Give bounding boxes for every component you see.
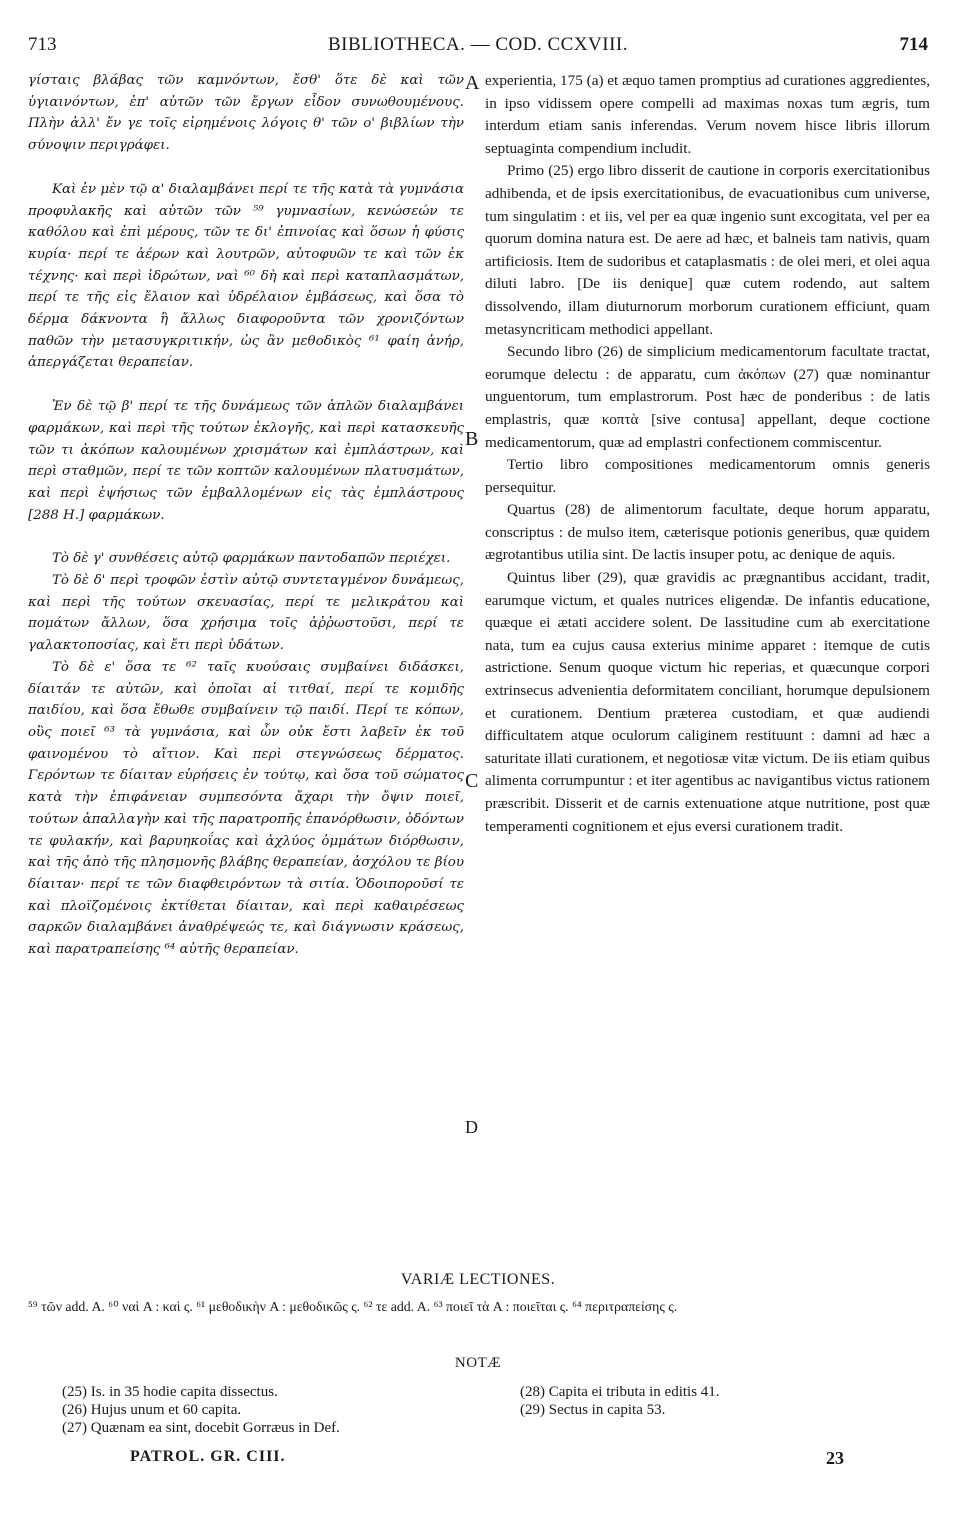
greek-paragraph: Ἐν δὲ τῷ β' περί τε τῆς δυνάμεως τῶν ἁπλῶν διαλαμβάνει φαρμάκων, καὶ περὶ τῆς τούτων ἐκλογῆς, καὶ περὶ κατασκευῆς τῶν τι ἀκόπων καλουμένων χρισμάτων καὶ ἐμπλάστρων, καὶ περὶ σταθμῶν, περί τε τῶν κοπτῶν καλουμένων πλατυσμάτων, καὶ περὶ ἑψήσιως τῶν ἐμβαλλομένων εἰς τὰς ἐμπλάστρους [288 H.] φαρμάκων. (28, 399, 464, 523)
page-number-right: 714 (899, 34, 928, 55)
greek-paragraph: γίσταις βλάβας τῶν καμνόντων, ἔσθ' ὅτε δὲ καὶ τῶν ὑγιαινόντων, ἐπ' αὐτῶν τῶν ἔργων εἶδον συνωθουμένους. Πλὴν ἀλλ' ἔν γε τοῖς εἰρημένοις λόγοις θ' τῶν ο' βιβλίων τὴν σύνοψιν περιγράφει. (28, 73, 464, 154)
greek-paragraph: Τὸ δὲ ε' ὅσα τε ⁶² ταῖς κυούσαις συμβαίνει διδάσκει, δίαιτάν τε αὐτῶν, καὶ ὁποῖαι αἱ τιτθαί, περί τε κομιδῆς παιδίου, καὶ ὅσα ἔθωθε συμβαίνειν τῷ παιδί. Περί τε κόπων, οὓς ποιεῖ ⁶³ τὰ γυμνάσια, καὶ ὧν οὐκ ἔστι λαβεῖν ἐκ τοῦ φαινομένου τὸ αἴτιον. Καὶ περὶ στεγνώσεως δέρματος. Γερόντων τε δίαιταν εὑρήσεις ἐν τούτῳ, καὶ ὅσα τοῦ σώματος κατὰ τὴν ἐπιφάνειαν συμπεσόντα ἄχαρι τὴν ὄψιν ποιεῖ, τούτων ἀπαλλαγὴν καὶ τῆς παρατροπῆς ἐπανόρθωσιν, ὀδόντων τε φυλακήν, καὶ βαρυηκοΐας καὶ ἀχλύος ὀμμάτων διόρθωσιν, καὶ τῆς ἀπὸ τῆς πλησμονῆς βλάβης θεραπείαν, ἀσχόλου τε βίου δίαιταν· περί τε τῶν διαφθειρόντων τὰ σιτία. Ὁδοιποροῦσί τε καὶ πλοϊζομένοις ἐκτίθεται δίαιταν, καὶ περὶ καθαιρέσεως σαρκῶν διαλαμβάνει ἀναθρέψεώς τε, καὶ διάγνωσιν κράσεως, καὶ παρατραπείσης ⁶⁴ αὐτῆς θεραπείαν. (28, 659, 464, 958)
note-item: (27) Quænam ea sint, docebit Gorræus in Def. (62, 1420, 340, 1436)
variae-lectiones-title: VARIÆ LECTIONES. (400, 1271, 556, 1288)
page-number-left: 713 (28, 34, 57, 55)
margin-marker: B (465, 428, 479, 450)
margin-marker: A (465, 72, 480, 94)
margin-marker: D (465, 1117, 478, 1137)
latin-column (485, 70, 930, 838)
running-header (28, 34, 928, 60)
margin-marker: C (465, 770, 479, 792)
latin-paragraph: Secundo libro (26) de simplicium medicamentorum facultate tractat, eorumque delectu : de apparatu, cum ἀκόπων (27) quæ nominantur unguentorum, tum emplastrorum. Post hæc de ponderibus : de latis emplastris, quæ κοπτὰ [sive contusa] appellant, deque coctione medicamentorum, quæ ad emplastri confectionem commiscentur. (485, 343, 930, 451)
latin-paragraph: Quintus liber (29), quæ gravidis ac prægnantibus accidant, tradit, earumque victum, et quales nutrices eligendæ. De infantis educatione, quæque ei ætati accidere solent. De lassitudine cum ab exercitatione nata, tum ea cujus causa exterius minime apparet : itemque de cutis astrictione. Senum quoque victum hic reperias, et quæcunque corpori extrinsecus advenientia deformitatem conciliant, horumque depulsionem et curationem. Dentium præterea custodiam, et quæ audiendi difficultatem atque oculorum caliginem restituunt : damni ad hæc a saturitate illati curationem, et negotiosæ vitæ victum. De iis etiam quibus alimenta corrumpuntur : et iter agentibus ac navigantibus victus rationem præscribit. Disserit et de carnis extenuatione atque nutritione, post quæ temperamenti cognitionem et ejus eversi curationem tradit. (485, 569, 930, 835)
variae-lectiones-text: ⁵⁹ τῶν add. A. ⁶⁰ ναὶ A : καὶ ς. ⁶¹ μεθοδικὴν A : μεθοδικῶς ς. ⁶² τε add. A. ⁶³ ποιεῖ τὰ A : ποιεῖται ς. ⁶⁴ περιτραπείσης ς. (28, 1299, 678, 1314)
note-item: (26) Hujus unum et 60 capita. (62, 1402, 242, 1418)
footer-volume: PATROL. GR. CIII. (130, 1448, 286, 1465)
latin-paragraph: Primo (25) ergo libro disserit de cautione in corporis exercitationibus adhibenda, et de ipsis exercitationibus, de evacuationibus cum universe, tum singulatim : et iis, vel per ea quæ ingenio sunt excogitata, vel per ea quorum domina natura est. De aere ad hæc, et balneis tam nativis, quam artificiosis. Item de sudoribus et cataplasmatis : de olei meri, et olei aqua diluti labro. [De iis denique] quæ cutem rodendo, aut saltem dissolvendo, illam diuturnorum morborum curationem efficiunt, quam metasyncriticam methodici appellant. (485, 162, 930, 338)
notae-title: NOTÆ (454, 1355, 502, 1371)
note-item: (28) Capita ei tributa in editis 41. (520, 1384, 720, 1400)
greek-paragraph: Καὶ ἐν μὲν τῷ α' διαλαμβάνει περί τε τῆς κατὰ τὰ γυμνάσια προφυλακῆς καὶ αὐτῶν τῶν ⁵⁹ γυμνασίων, κενώσεών τε καθόλου καὶ ἐπὶ μέρους, τῶν τε δι' ἐπινοίας καὶ ὅσων ἡ φύσις κυρία· περί τε ἀέρων καὶ λουτρῶν, αὐτοφυῶν τε καὶ τῶν ἐκ τέχνης· καὶ περὶ ἱδρώτων, ναὶ ⁶⁰ δὴ καὶ περὶ καταπλασμάτων, περί τε τῆς εἰς ἔλαιον καὶ ὑδρέλαιον ἐμβάσεως, καὶ ὅσα τὸ δέρμα δάκνοντα ἢ ἄλλως διαφοροῦντα τῶν χρονιζόντων παθῶν τὴν μετασυγκριτικήν, ὡς ἂν μεθοδικὸς ⁶¹ φαίη ἀνήρ, ἀπεργάζεται θεραπείαν. (28, 181, 464, 371)
running-title: BIBLIOTHECA. — COD. CCXVIII. (327, 34, 629, 55)
latin-paragraph: Quartus (28) de alimentorum facultate, deque horum apparatu, conscriptus : de mulso item, cæterisque potionis generibus, quæ quidem ægrotantibus utilia sint. De lactis insuper potu, ac denique de aquis. (485, 501, 930, 564)
greek-paragraph: Τὸ δὲ γ' συνθέσεις αὐτῷ φαρμάκων παντοδαπῶν περιέχει. (52, 551, 451, 567)
note-item: (25) Is. in 35 hodie capita dissectus. (62, 1384, 278, 1400)
greek-column (28, 70, 464, 961)
notes-left (62, 1383, 482, 1437)
note-item: (29) Sectus in capita 53. (520, 1402, 666, 1418)
footer-signature: 23 (826, 1448, 844, 1468)
greek-paragraph: Τὸ δὲ δ' περὶ τροφῶν ἐστὶν αὐτῷ συντεταγμένον δυνάμεως, καὶ περὶ τῆς τούτων σκευασίας, περί τε μελικράτου καὶ πομάτων ἄλλων, ὅσα χρήσιμα τοῖς ἀῤῥωστοῦσι, περί τε γαλακτοποσίας, καὶ ἔτι περὶ ὑδάτων. (28, 573, 464, 654)
notes-right (520, 1383, 940, 1419)
latin-paragraph: Tertio libro compositiones medicamentorum omnis generis persequitur. (485, 456, 930, 496)
latin-paragraph: experientia, 175 (a) et æquo tamen promptius ad curationes aggredientes, in ipso vidissem opere compelli ad maximas noxas tum ægris, tum interdum etiam sanis inferendas. Verum novem hisce libris illorum septuaginta compendium includit. (485, 72, 930, 157)
